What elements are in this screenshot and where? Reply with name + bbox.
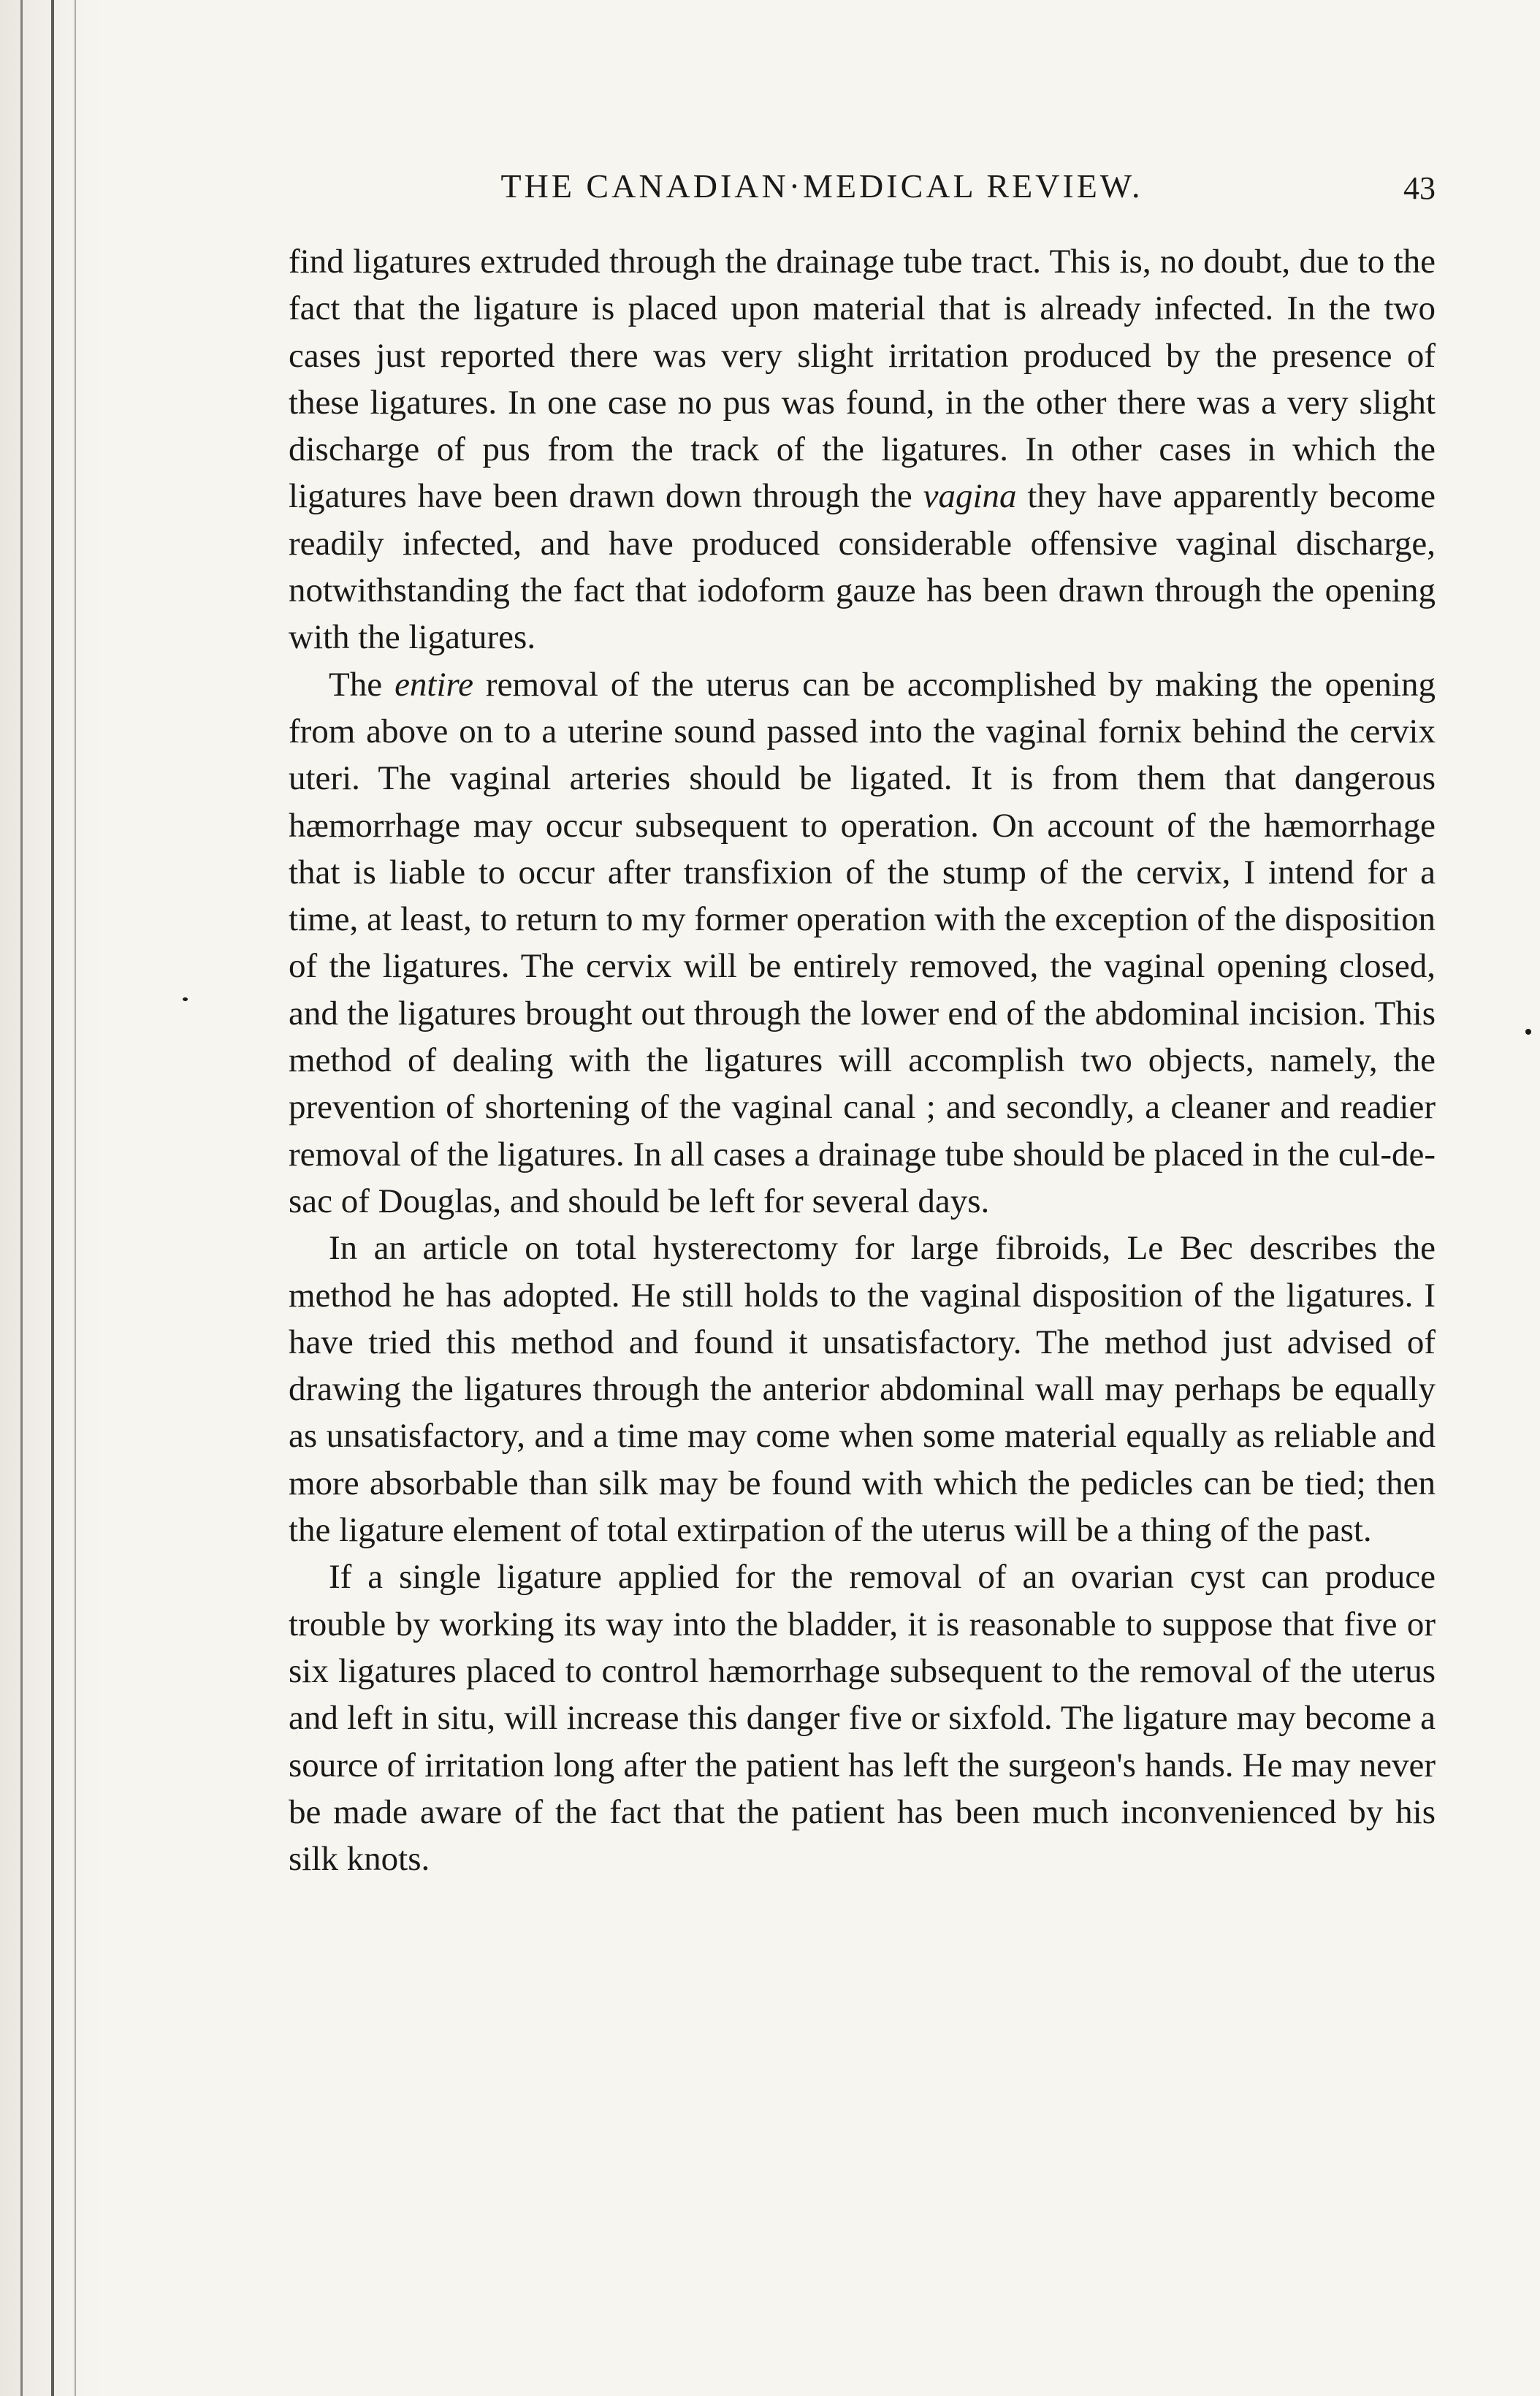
stray-ink-mark xyxy=(1525,1029,1531,1035)
page-binding-edge xyxy=(0,0,102,2396)
paragraph-3: In an article on total hysterectomy for large fibroids, Le Bec describes the method he has adopted. He still holds to the vaginal disposition of the ligatures. I have tried this method and found it unsatisfactory. The method just advised of drawing the ligatures through the anterior abdominal wall may perhaps be equally as unsatisfactory, and a time may come when some material equally as reliable and more absorbable than silk may be found with which the pedicles can be tied; then the ligature element of total extirpation of the uterus will be a thing of the past. xyxy=(289,1229,1436,1550)
paragraph-2 xyxy=(289,661,1436,1225)
paragraph-2-start: The xyxy=(329,665,395,704)
paragraph-1 xyxy=(289,238,1436,661)
running-header xyxy=(289,167,1436,218)
paragraph-4: If a single ligature applied for the removal of an ovarian cyst can produce trouble by working its way into the bladder, it is reasonable to suppose that five or six ligatures placed to control hæmorrhage subsequent to the removal of the uterus and left in situ, will increase this danger five or sixfold. The ligature may become a source of irritation long after the patient has left the surgeon's hands. He may never be made aware of the fact that the patient has been much inconvenienced by his silk knots. xyxy=(289,1558,1436,1879)
paragraph-1-text: find ligatures extruded through the drainage tube tract. This is, no doubt, due to the fact that the ligature is placed upon material that is already infected. In the two cases just reported there was very slight irritation produced by the presence of these ligatures. In one case no pus was found, in the other there was a very slight discharge of pus from the track of the ligatures. In other cases in which the ligatures have been drawn down through the xyxy=(289,243,1436,516)
paragraph-1-text-rest: they have apparently become readily infected, and have produced considerable offensive vaginal discharge, notwithstanding the fact that iodoform gauze has been drawn through the opening with the ligatures. xyxy=(289,477,1436,657)
stray-ink-mark xyxy=(183,997,188,1001)
binding-line xyxy=(51,0,54,2396)
running-title: THE CANADIAN·MEDICAL REVIEW. xyxy=(500,167,1143,205)
binding-line xyxy=(20,0,23,2396)
body-text xyxy=(289,238,1436,1882)
document-page xyxy=(289,167,1436,1882)
emphasis-entire: entire xyxy=(394,665,473,704)
paragraph-2-text-rest: removal of the uterus can be accomplished by making the opening from above on to a uterine sound passed into the vaginal fornix behind the cervix uteri. The vaginal arteries should be ligated. It is from them that dangerous hæmorrhage may occur subsequent to operation. On account of the hæmorrhage that is liable to occur after transfixion of the stump of the cervix, I intend for a time, at least, to return to my former operation with the exception of the disposition of the ligatures. The cervix will be entirely removed, the vaginal opening closed, and the ligatures brought out through the lower end of the abdominal incision. This method of dealing with the ligatures will accomplish two objects, namely, the prevention of shortening of the vaginal canal ; and secondly, a cleaner and readier removal of the ligatures. In all cases a drainage tube should be placed in the cul-de-sac of Douglas, and should be left for several days. xyxy=(289,665,1436,1220)
page-number: 43 xyxy=(1403,170,1436,206)
binding-line xyxy=(75,0,76,2396)
emphasis-vagina: vagina xyxy=(923,477,1017,516)
